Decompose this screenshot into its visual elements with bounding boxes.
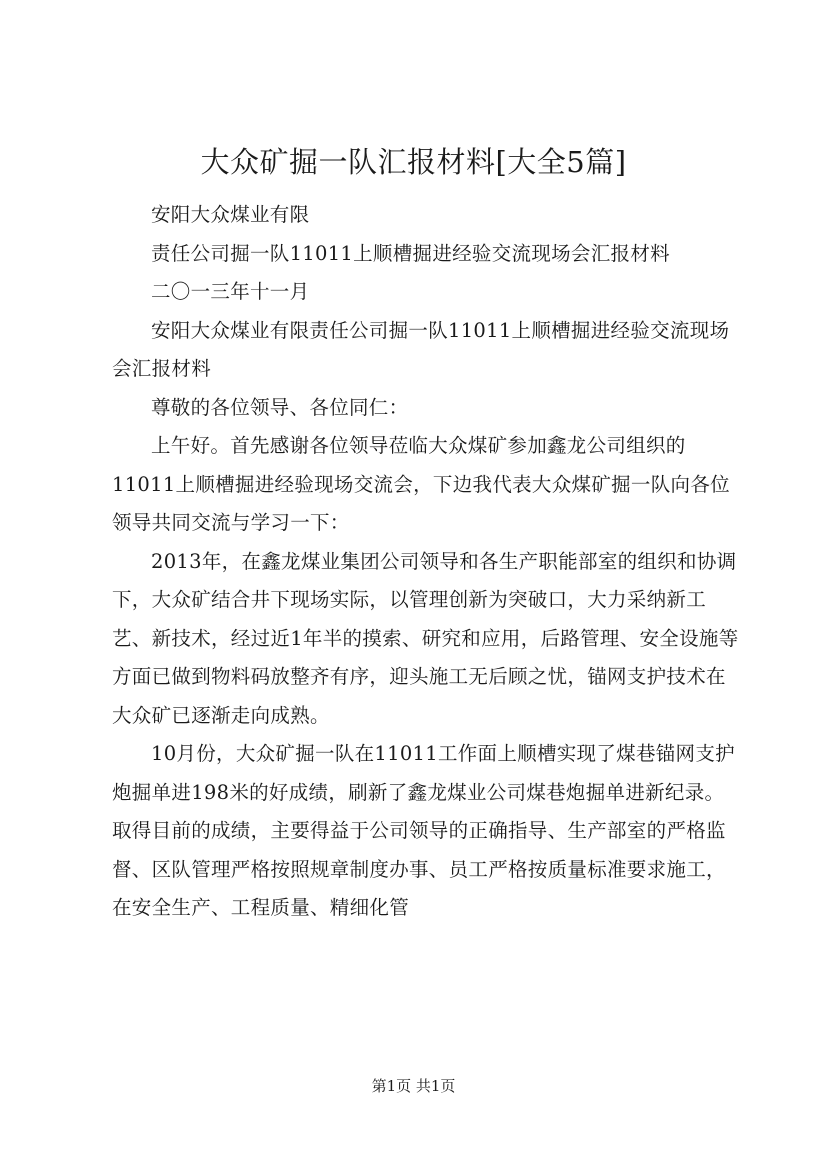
paragraph-report-heading: 安阳大众煤业有限责任公司掘一队11011上顺槽掘进经验交流现场会汇报材料 <box>112 318 730 380</box>
paragraph-greeting: 上午好。首先感谢各位领导莅临大众煤矿参加鑫龙公司组织的11011上顺槽掘进经验现场交流会，下边我代表大众煤矿掘一队向各位领导共同交流与学习一下： <box>112 434 730 534</box>
paragraph-october-record: 10月份，大众矿掘一队在11011工作面上顺槽实现了煤巷锚网支护炮掘单进198米的好成绩，刷新了鑫龙煤业公司煤巷炮掘单进新纪录。取得目前的成绩，主要得益于公司领导的正确指导、生产部室的严格监督、区队管理严格按照规章制度办事、员工严格按质量标准要求施工，在安全生产、工程质量、精细化管 <box>112 742 735 919</box>
document-title: 大众矿掘一队汇报材料[大全5篇] <box>200 145 627 179</box>
paragraph-2013-summary: 2013年，在鑫龙煤业集团公司领导和各生产职能部室的组织和协调下，大众矿结合井下现场实际，以管理创新为突破口，大力采纳新工艺、新技术，经过近1年半的摸索、研究和应用，后路管理、安全设施等方面已做到物料码放整齐有序，迎头施工无后顾之忧，锚网支护技术在大众矿已逐渐走向成熟。 <box>112 549 739 727</box>
paragraph-salutation: 尊敬的各位领导、各位同仁： <box>151 395 409 419</box>
document-body <box>112 196 740 928</box>
paragraph-report-subtitle: 责任公司掘一队11011上顺槽掘进经验交流现场会汇报材料 <box>151 241 670 265</box>
paragraph-company-name: 安阳大众煤业有限 <box>151 203 310 226</box>
page-footer: 第1页 共1页 <box>371 1077 456 1095</box>
paragraph-date: 二〇一三年十一月 <box>151 280 310 303</box>
